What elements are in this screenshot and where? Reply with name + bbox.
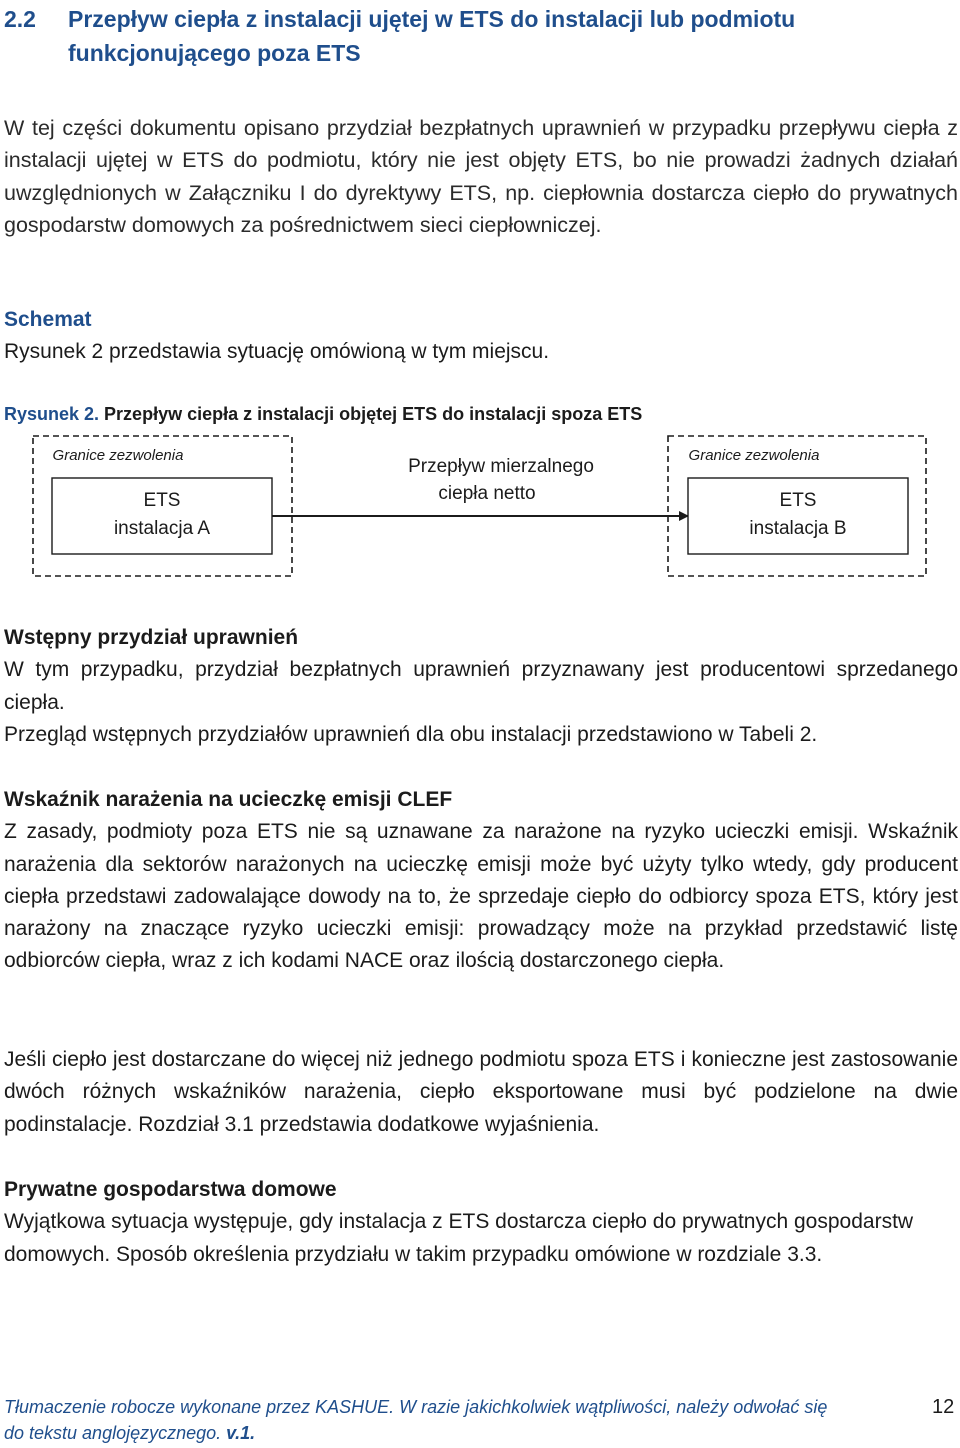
schemat-title: Schemat — [4, 308, 92, 331]
section-title-line1: Przepływ ciepła z instalacji ujętej w ETS do instalacji lub podmiotu — [68, 6, 796, 32]
page-number: 12 — [932, 1396, 955, 1418]
households-section — [4, 1174, 958, 1271]
allocation-para1: W tym przypadku, przydział bezpłatnych uprawnień przyznawany jest producentowi sprzedanego ciepła. — [4, 658, 958, 714]
clef-para2: Jeśli ciepło jest dostarczane do więcej niż jednego podmiotu spoza ETS i konieczne jest zastosowanie dwóch różnych wskaźników narażenia, ciepło eksportowane musi być podzielone na dwie podinstalacje. Rozdział 3.1 przedstawia dodatkowe wyjaśnienia. — [4, 1048, 958, 1136]
left-boundary-label: Granice zezwolenia — [52, 447, 184, 464]
clef-section — [4, 784, 958, 978]
figure-caption — [4, 400, 958, 428]
figure-caption-text: Przepływ ciepła z instalacji objętej ETS do instalacji spoza ETS — [99, 404, 643, 424]
installation-b-line1: ETS — [779, 490, 817, 511]
footer-line2: do tekstu anglojęzycznego. — [4, 1423, 227, 1443]
installation-a-line1: ETS — [143, 490, 181, 511]
households-title: Prywatne gospodarstwa domowe — [4, 1178, 337, 1201]
allocation-section — [4, 622, 958, 751]
heat-flow-diagram — [0, 430, 960, 580]
section-number: 2.2 — [4, 6, 36, 32]
clef-title: Wskaźnik narażenia na ucieczkę emisji CLEF — [4, 788, 453, 811]
clef-para: Z zasady, podmioty poza ETS nie są uznawane za narażone na ryzyko ucieczki emisji. Wskaźnik narażenia dla sektorów narażonych na ucieczkę emisji może być użyty tylko wtedy, gdy producent ciepła przedstawi zadowalające dowody na to, że sprzedaje ciepło do odbiorcy spoza ETS, który jest narażony na znaczące ryzyko ucieczki emisji: prowadzący może na przykład przedstawić listę odbiorców ciepła, wraz z ich kodami NACE oraz ilością dostarczonego ciepła. — [4, 820, 958, 973]
allocation-para2: Przegląd wstępnych przydziałów uprawnień dla obu instalacji przedstawiono w Tabeli 2. — [4, 722, 818, 746]
installation-a-line2: instalacja A — [113, 518, 211, 539]
footer-line1: Tłumaczenie robocze wykonane przez KASHUE. W razie jakichkolwiek wątpliwości, należy odwołać się — [4, 1397, 828, 1417]
installation-b-line2: instalacja B — [749, 518, 847, 539]
flow-label-line1: Przepływ mierzalnego — [408, 456, 594, 477]
households-para: Wyjątkowa sytuacja występuje, gdy instalacja z ETS dostarcza ciepło do prywatnych gospodarstw domowych. Sposób określenia przydziału w takim przypadku omówione w rozdziale 3.3. — [4, 1210, 914, 1266]
schemat-block — [4, 304, 958, 369]
footer-version: v.1. — [226, 1423, 256, 1443]
section-title-line2: funkcjonującego poza ETS — [68, 40, 361, 66]
figure-caption-label: Rysunek 2. — [4, 404, 100, 424]
footer-note — [4, 1394, 924, 1446]
flow-label-line2: ciepła netto — [438, 483, 536, 504]
intro-paragraph: W tej części dokumentu opisano przydział bezpłatnych uprawnień w przypadku przepływu ciepła z instalacji ujętej w ETS do podmiotu, który nie jest objęty ETS, bo nie prowadzi żadnych działań uwzględnionych w Załączniku I do dyrektywy ETS, np. ciepłownia dostarcza ciepło do prywatnych gospodarstw domowych za pośrednictwem sieci ciepłowniczej. — [4, 116, 958, 238]
right-boundary-label: Granice zezwolenia — [688, 447, 820, 464]
schemat-text: Rysunek 2 przedstawia sytuację omówioną w tym miejscu. — [4, 340, 550, 364]
allocation-title: Wstępny przydział uprawnień — [4, 626, 299, 649]
section-heading — [4, 2, 954, 70]
